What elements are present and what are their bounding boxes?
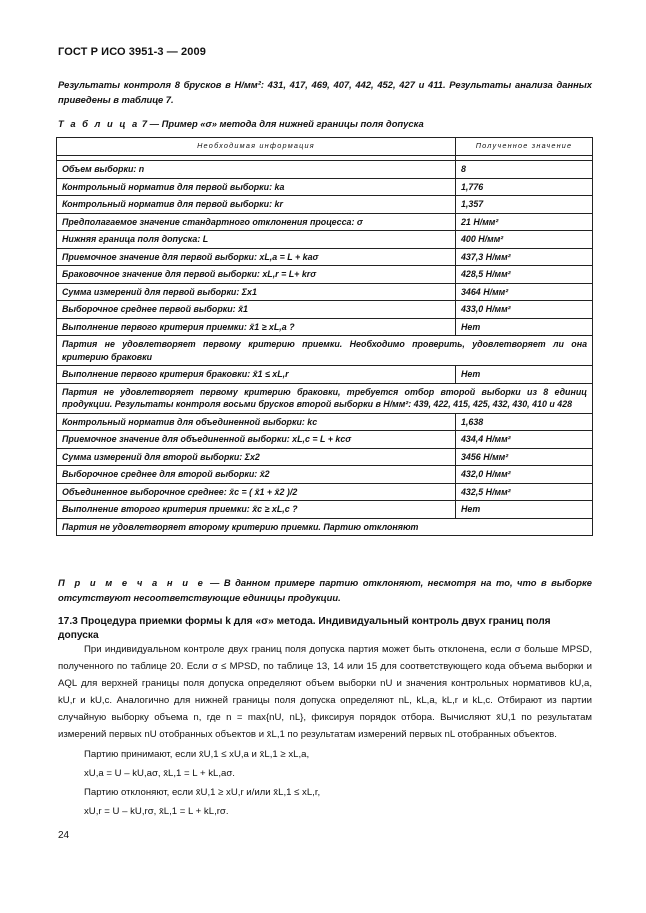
table-row — [57, 466, 593, 484]
table-label-cell: Сумма измерений для первой выборки: Σx1 — [57, 283, 456, 301]
table-value-cell: 432,0 Н/мм² — [456, 466, 593, 484]
table-row — [57, 266, 593, 284]
table-label-cell: Контрольный норматив для первой выборки: ka — [57, 178, 456, 196]
table-caption-text: 7 — Пример «σ» метода для нижней границы поля допуска — [141, 118, 424, 129]
formula-reject-condition: Партию отклоняют, если x̄U,1 ≥ xU,r и/или x̄L,1 ≤ xL,r, — [84, 787, 321, 798]
table-value-cell: 432,5 Н/мм² — [456, 483, 593, 501]
intro-paragraph: Результаты контроля 8 брусков в Н/мм²: 431, 417, 469, 407, 442, 452, 427 и 411. Результаты анализа данных приведены в таблице 7. — [58, 79, 592, 105]
table-row — [57, 448, 593, 466]
table-row — [57, 366, 593, 384]
table-row — [57, 283, 593, 301]
table-conclusion-cell: Партия не удовлетворяет первому критерию браковки, требуется отбор второй выборки из 8 единиц продукции. Результаты контроля восьми брусков второй выборки в Н/мм²: 439, 422, 415, 425, 432, 430, 410 и 428 — [57, 383, 593, 413]
table-caption — [58, 118, 592, 129]
page-number: 24 — [58, 830, 70, 841]
table-value-cell: 437,3 Н/мм² — [456, 248, 593, 266]
example-table — [56, 137, 593, 536]
table-row — [57, 161, 593, 179]
table-label-cell: Приемочное значение для объединенной выборки: xL,c = L + kcσ — [57, 431, 456, 449]
document-header: ГОСТ Р ИСО 3951-3 — 2009 — [58, 46, 206, 58]
table-label-cell: Объем выборки: n — [57, 161, 456, 179]
table-row — [57, 213, 593, 231]
body-paragraph: При индивидуальном контроле двух границ поля допуска партия может быть отклонена, если σ больше MPSD, полученного по таблице 20. Если σ ≤ MPSD, по таблице 13, 14 или 15 для соответствующего кода объема выборки и AQL для верхней границы поля допуска определяют объем выборки nU и значения контрольных нормативов kU,a, kU,r и kU,c. Аналогично для нижней границы поля допуска определяют nL, kL,a, kL,r и kL,c. Отбирают из партии случайную выборку объема n, где n = max{nU, nL}, фиксируя порядок отбора. Вычисляют x̄U,1 по результатам измерений первых nU отобранных объектов и x̄L,1 по результатам измерений первых nL отобранных объектов. — [58, 644, 592, 740]
table-value-cell: 434,4 Н/мм² — [456, 431, 593, 449]
formula-accept-condition: Партию принимают, если x̄U,1 ≤ xU,a и x̄L,1 ≥ xL,a, — [84, 749, 310, 760]
table-row — [57, 178, 593, 196]
table-row — [57, 336, 593, 366]
table-row — [57, 501, 593, 519]
table-row — [57, 383, 593, 413]
table-value-cell: 428,5 Н/мм² — [456, 266, 593, 284]
table-conclusion-cell: Партия не удовлетворяет первому критерию приемки. Необходимо проверить, удовлетворяет ли она критерию браковки — [57, 336, 593, 366]
table-value-cell: 8 — [456, 161, 593, 179]
table-label-cell: Браковочное значение для первой выборки: xL,r = L+ krσ — [57, 266, 456, 284]
table-row — [57, 518, 593, 536]
table-label-cell: Сумма измерений для второй выборки: Σx2 — [57, 448, 456, 466]
table-header-cell: Полученное значение — [456, 138, 593, 156]
table-row — [57, 318, 593, 336]
table-row — [57, 231, 593, 249]
table-label-cell: Объединенное выборочное среднее: x̄c = ( x̄1 + x̄2 )/2 — [57, 483, 456, 501]
table-label-cell: Выполнение первого критерия браковки: x̄1 ≤ xL,r — [57, 366, 456, 384]
table-value-cell: 21 Н/мм² — [456, 213, 593, 231]
table-value-cell: 3464 Н/мм² — [456, 283, 593, 301]
table-value-cell: 400 Н/мм² — [456, 231, 593, 249]
formula-reject-values: xU,r = U – kU,rσ, x̄L,1 = L + kL,rσ. — [84, 806, 229, 817]
note-label: П р и м е ч а н и е — [58, 577, 206, 588]
table-row — [57, 413, 593, 431]
table-value-cell: 1,638 — [456, 413, 593, 431]
section-heading: 17.3 Процедура приемки формы k для «σ» метода. Индивидуальный контроль двух границ поля допуска — [58, 616, 551, 641]
table-value-cell: 3456 Н/мм² — [456, 448, 593, 466]
table-header-cell: Необходимая информация — [57, 138, 456, 156]
table-value-cell: 1,357 — [456, 196, 593, 214]
table-row — [57, 248, 593, 266]
table-row — [57, 431, 593, 449]
table-header-row — [57, 138, 593, 156]
table-value-cell: 433,0 Н/мм² — [456, 301, 593, 319]
table-label-cell: Контрольный норматив для первой выборки: kr — [57, 196, 456, 214]
table-note — [58, 576, 592, 605]
table-label-cell: Предполагаемое значение стандартного отклонения процесса: σ — [57, 213, 456, 231]
table-row — [57, 483, 593, 501]
table-label-cell: Выполнение второго критерия приемки: x̄c ≥ xL,c ? — [57, 501, 456, 519]
table-label-cell: Выборочное среднее первой выборки: x̄1 — [57, 301, 456, 319]
table-value-cell: 1,776 — [456, 178, 593, 196]
table-row — [57, 301, 593, 319]
table-conclusion-cell: Партия не удовлетворяет второму критерию приемки. Партию отклоняют — [57, 518, 593, 536]
table-label-cell: Нижняя граница поля допуска: L — [57, 231, 456, 249]
table-row — [57, 196, 593, 214]
table-value-cell: Нет — [456, 366, 593, 384]
table-label-cell: Контрольный норматив для объединенной выборки: kc — [57, 413, 456, 431]
table-value-cell: Нет — [456, 318, 593, 336]
table-label-cell: Выполнение первого критерия приемки: x̄1 ≥ xL,a ? — [57, 318, 456, 336]
formula-accept-values: xU,a = U – kU,aσ, x̄L,1 = L + kL,aσ. — [84, 768, 235, 779]
table-label-cell: Приемочное значение для первой выборки: xL,a = L + kaσ — [57, 248, 456, 266]
body-text — [58, 642, 592, 743]
table-label-cell: Выборочное среднее для второй выборки: x̄2 — [57, 466, 456, 484]
table-caption-label: Т а б л и ц а — [58, 118, 140, 129]
note-text: — В данном примере партию отклоняют, несмотря на то, что в выборке отсутствуют несоответствующие единицы продукции. — [58, 577, 592, 603]
table-value-cell: Нет — [456, 501, 593, 519]
